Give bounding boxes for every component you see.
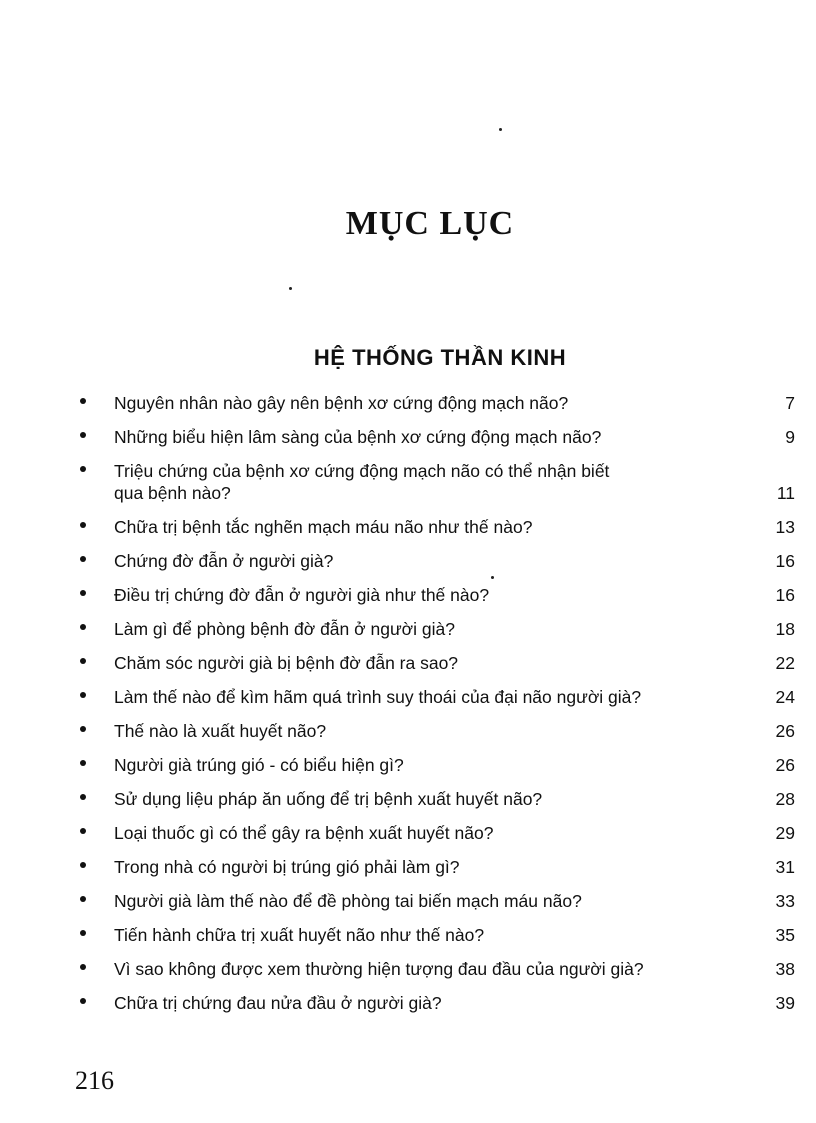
toc-entry [80,652,795,686]
toc-entry-page: 29 [775,823,795,843]
toc-entry-title: Chăm sóc người già bị bệnh đờ đẫn ra sao? [114,653,459,673]
bullet-icon [80,726,86,732]
page-number: 216 [75,1066,114,1095]
toc-entry [80,822,795,856]
toc-entry-page: 26 [775,755,795,775]
toc-entry [80,788,795,822]
bullet-icon [80,896,86,902]
toc-entry [80,958,795,992]
toc-entry-title: Những biểu hiện lâm sàng của bệnh xơ cứng động mạch não? [114,427,602,447]
toc-entry [80,550,795,584]
toc-entry-page: 18 [775,619,795,639]
toc-entry [80,754,795,788]
toc-entry-title: Điều trị chứng đờ đẫn ở người già như thế nào? [114,585,490,605]
bullet-icon [80,862,86,868]
toc-entry [80,992,795,1026]
toc-entry-page: 33 [775,891,795,911]
toc-entry-page: 13 [775,517,795,537]
toc-entry-title: Chữa trị chứng đau nửa đầu ở người già? [114,993,442,1013]
table-of-contents [80,392,795,1026]
toc-entry-page: 38 [775,959,795,979]
toc-entry-title: Trong nhà có người bị trúng gió phải làm gì? [114,857,460,877]
bullet-icon [80,692,86,698]
bullet-icon [80,556,86,562]
toc-entry [80,460,795,516]
bullet-icon [80,432,86,438]
bullet-icon [80,522,86,528]
toc-entry-title: Sử dụng liệu pháp ăn uống để trị bệnh xuất huyết não? [114,789,543,809]
toc-entry [80,856,795,890]
toc-entry-title: Thế nào là xuất huyết não? [114,721,327,741]
bullet-icon [80,998,86,1004]
toc-entry-page: 26 [775,721,795,741]
scan-speck [499,128,502,131]
toc-entry [80,924,795,958]
toc-entry-page: 31 [775,857,795,877]
bullet-icon [80,760,86,766]
toc-entry-title: Loại thuốc gì có thể gây ra bệnh xuất huyết não? [114,823,494,843]
toc-entry-title: Chứng đờ đẫn ở người già? [114,551,334,571]
toc-entry-page: 35 [775,925,795,945]
toc-entry-page: 16 [775,551,795,571]
toc-entry [80,584,795,618]
toc-entry-page: 28 [775,789,795,809]
toc-entry-title: Vì sao không được xem thường hiện tượng đau đầu của người già? [114,959,644,979]
toc-entry [80,392,795,426]
bullet-icon [80,658,86,664]
bullet-icon [80,794,86,800]
toc-entry-page: 22 [775,653,795,673]
page-title: MỤC LỤC [345,205,515,242]
bullet-icon [80,466,86,472]
scan-speck [491,576,494,579]
toc-entry-title: Nguyên nhân nào gây nên bệnh xơ cứng động mạch não? [114,393,569,413]
toc-entry-title: Chữa trị bệnh tắc nghẽn mạch máu não như thế nào? [114,517,533,537]
toc-entry [80,890,795,924]
bullet-icon [80,590,86,596]
toc-entry-title: Người già trúng gió - có biểu hiện gì? [114,755,404,775]
bullet-icon [80,828,86,834]
toc-entry-page: 11 [776,483,795,503]
bullet-icon [80,930,86,936]
toc-entry-title: Tiến hành chữa trị xuất huyết não như thế nào? [114,925,485,945]
section-heading: HỆ THỐNG THẦN KINH [313,345,567,370]
toc-entry-page: 7 [785,393,795,413]
bullet-icon [80,964,86,970]
toc-entry-title: Làm gì để phòng bệnh đờ đẫn ở người già? [114,619,455,639]
toc-entry-page: 24 [775,687,795,707]
toc-entry-title: Làm thế nào để kìm hãm quá trình suy thoái của đại não người già? [114,687,642,707]
bullet-icon [80,398,86,404]
bullet-icon [80,624,86,630]
toc-entry [80,426,795,460]
scan-speck [289,287,292,290]
toc-entry [80,686,795,720]
toc-entry-page: 9 [785,427,795,447]
toc-entry [80,516,795,550]
toc-entry [80,720,795,754]
toc-entry-title: Triệu chứng của bệnh xơ cứng động mạch não có thể nhận biết qua bệnh nào? [114,461,610,503]
toc-entry-title: Người già làm thế nào để đề phòng tai biến mạch máu não? [114,891,582,911]
toc-entry [80,618,795,652]
toc-entry-page: 39 [775,993,795,1013]
toc-entry-page: 16 [775,585,795,605]
